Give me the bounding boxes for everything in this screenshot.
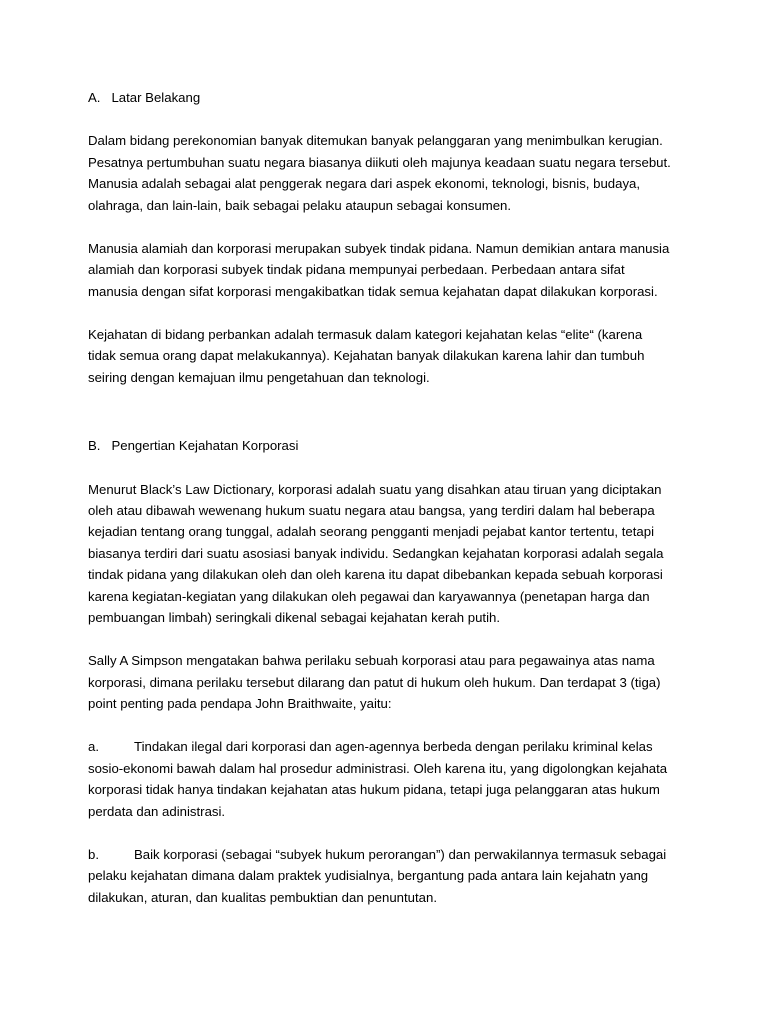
section-heading-b: B. Pengertian Kejahatan Korporasi [88,438,299,454]
paragraph-a-2: Manusia alamiah dan korporasi merupakan subyek tindak pidana. Namun demikian antara manusia alamiah dan korporasi subyek tindak pidana mempunyai perbedaan. Perbedaan antara sifat manusia dengan sifat korporasi mengakibatkan tidak semua kejahatan dapat dilakukan korporasi. [88,240,670,299]
list-item [88,844,672,908]
list-item [88,736,672,822]
paragraph-a-3: Kejahatan di bidang perbankan adalah termasuk dalam kategori kejahatan kelas “elite“ (karena tidak semua orang dapat melakukannya). Kejahatan banyak dilakukan karena lahir dan tumbuh seiring dengan kemajuan ilmu pengetahuan dan teknologi. [88,327,645,385]
list-item-marker: a. [88,739,99,755]
paragraph-a-1: Dalam bidang perekonomian banyak ditemukan banyak pelanggaran yang menimbulkan kerugian. Pesatnya pertumbuhan suatu negara biasanya diikuti oleh majunya keadaan suatu negara tersebut. Manusia adalah sebagai alat penggerak negara dari aspek ekonomi, teknologi, bisnis, budaya, olahraga, dan lain-lain, baik sebagai pelaku ataupun sebagai konsumen. [88,133,671,213]
paragraph-b-1: Menurut Black’s Law Dictionary, korporasi adalah suatu yang disahkan atau tiruan yang diciptakan oleh atau dibawah wewenang hukum suatu negara atau bangsa, yang terdiri dalam hal beberapa kejadian tentang orang tunggal, adalah seorang pengganti menjadi pejabat kantor tertentu, tetapi biasanya terdiri dari suatu asosiasi banyak individu. Sedangkan kejahatan korporasi adalah segala tindak pidana yang dilakukan oleh dan oleh karena itu dapat dibebankan kepada sebuah korporasi karena kegiatan-kegiatan yang dilakukan oleh pegawai dan karyawannya (penetapan harga dan pembuangan limbah) seringkali dikenal sebagai kejahatan kerah putih. [88,481,664,625]
list-item-text: Tindakan ilegal dari korporasi dan agen-agennya berbeda dengan perilaku kriminal kelas sosio-ekonomi bawah dalam hal prosedur administrasi. Oleh karena itu, yang digolongkan kejahata korporasi tidak hanya tindakan kejahatan atas hukum pidana, tetapi juga pelanggaran atas hukum perdata dan adinistrasi. [88,739,668,819]
list-item-marker: b. [88,846,99,862]
list-item-text: Baik korporasi (sebagai “subyek hukum perorangan”) dan perwakilannya termasuk sebagai pelaku kejahatan dimana dalam praktek yudisialnya, bergantung pada antara lain kejahatn yang dilakukan, aturan, dan kualitas pembuktian dan penuntutan. [88,846,667,905]
paragraph-b-2: Sally A Simpson mengatakan bahwa perilaku sebuah korporasi atau para pegawainya atas nama korporasi, dimana perilaku tersebut dilarang dan patut di hukum oleh hukum. Dan terdapat 3 (tiga) point penting pada pendapa John Braithwaite, yaitu: [88,653,661,712]
section-spacer [88,410,672,436]
section-heading-a: A. Latar Belakang [88,90,201,105]
